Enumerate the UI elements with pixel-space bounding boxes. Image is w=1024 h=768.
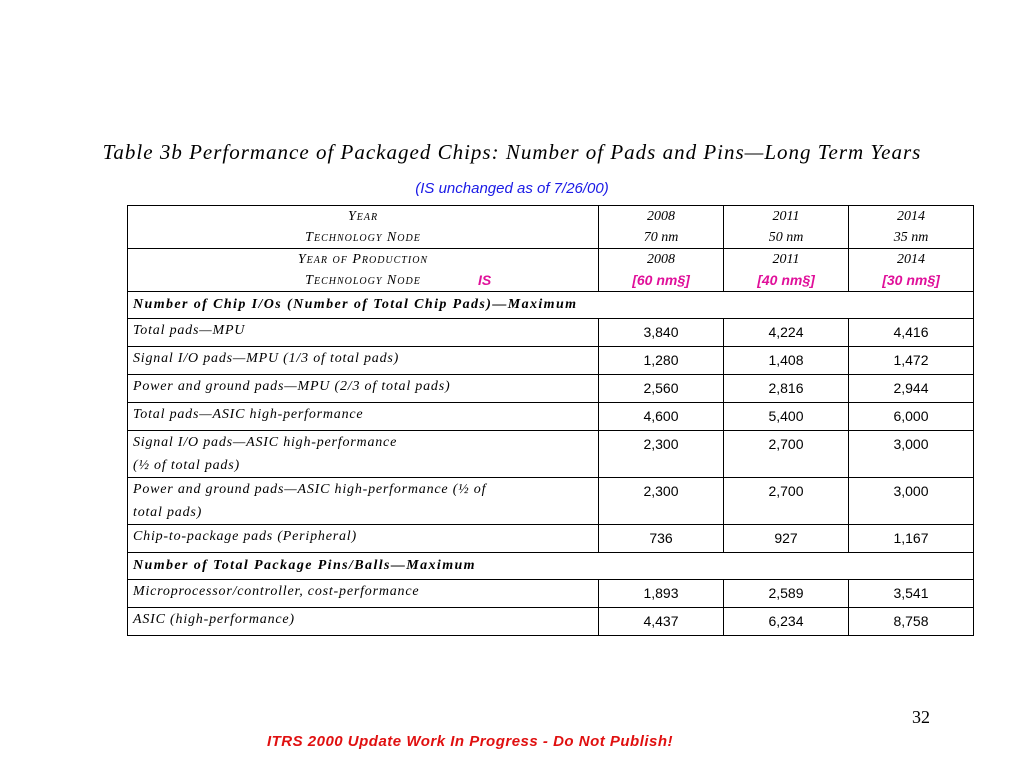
- value-cell: 5,400: [724, 403, 849, 431]
- value-cell: 4,224: [724, 319, 849, 347]
- header-year: 2011: [772, 209, 800, 224]
- value-cell: 6,000: [849, 403, 974, 431]
- row-label: Signal I/O pads—ASIC high-performance: [133, 435, 398, 450]
- value-cell: 2,589: [724, 580, 849, 608]
- section-header-row: [128, 292, 974, 319]
- header-label-cell: [128, 206, 599, 249]
- header-year: 2008: [647, 209, 675, 224]
- header-node: 70 nm: [643, 230, 679, 245]
- value-cell: 2,944: [849, 375, 974, 403]
- header-node-is: [40 nm§]: [757, 272, 815, 288]
- row-label: Chip-to-package pads (Peripheral): [133, 529, 357, 544]
- row-label-cell: [128, 580, 599, 608]
- row-label-cell: [128, 525, 599, 553]
- value-cell: 2,816: [724, 375, 849, 403]
- value-cell: 8,758: [849, 608, 974, 636]
- value-cell: 927: [724, 525, 849, 553]
- value-cell: 736: [599, 525, 724, 553]
- row-label-cell: [128, 478, 599, 525]
- value-cell: 1,280: [599, 347, 724, 375]
- row-label-continued: total pads): [133, 505, 203, 520]
- row-label: Power and ground pads—ASIC high-performance (½ of: [133, 482, 487, 497]
- is-tag: IS: [478, 272, 492, 288]
- row-label-cell: [128, 347, 599, 375]
- row-label: Microprocessor/controller, cost-performance: [133, 584, 420, 599]
- row-label: Power and ground pads—MPU (2/3 of total pads): [133, 379, 451, 394]
- row-label-cell: [128, 375, 599, 403]
- header-node: 50 nm: [768, 230, 804, 245]
- value-cell: 4,416: [849, 319, 974, 347]
- section-title: Number of Chip I/Os (Number of Total Chip Pads)—Maximum: [128, 292, 974, 319]
- value-cell: 3,000: [849, 478, 974, 525]
- header-node-label: Technology Node: [305, 230, 421, 245]
- value-cell: 4,600: [599, 403, 724, 431]
- table-row: [128, 431, 974, 478]
- header-col-2: [724, 249, 849, 292]
- header-year: 2014: [897, 252, 925, 267]
- header-node: 35 nm: [893, 230, 929, 245]
- table-row: [128, 403, 974, 431]
- header-node-is: [60 nm§]: [632, 272, 690, 288]
- row-label-cell: [128, 431, 599, 478]
- header-production-label: Year of Production: [297, 252, 429, 267]
- row-label-cell: [128, 319, 599, 347]
- header-col-1: [599, 249, 724, 292]
- row-label: Signal I/O pads—MPU (1/3 of total pads): [133, 351, 400, 366]
- header-node-is: [30 nm§]: [882, 272, 940, 288]
- row-label: Total pads—ASIC high-performance: [133, 407, 364, 422]
- value-cell: 2,700: [724, 431, 849, 478]
- value-cell: 6,234: [724, 608, 849, 636]
- value-cell: 2,300: [599, 431, 724, 478]
- value-cell: 2,560: [599, 375, 724, 403]
- value-cell: 1,408: [724, 347, 849, 375]
- table-row: [128, 319, 974, 347]
- value-cell: 3,541: [849, 580, 974, 608]
- table-row: [128, 608, 974, 636]
- row-label: Total pads—MPU: [133, 323, 246, 338]
- header-row-year-of-production: [128, 249, 974, 292]
- footer-warning: ITRS 2000 Update Work In Progress - Do Not Publish!: [266, 733, 674, 750]
- value-cell: 3,000: [849, 431, 974, 478]
- header-year: 2011: [772, 252, 800, 267]
- table-row: [128, 478, 974, 525]
- header-year: 2014: [897, 209, 925, 224]
- header-year: 2008: [647, 252, 675, 267]
- section-header-row: [128, 553, 974, 580]
- value-cell: 1,893: [599, 580, 724, 608]
- header-row-technology-node: [128, 206, 974, 249]
- row-label-cell: [128, 608, 599, 636]
- header-node-label: Technology Node: [305, 273, 421, 288]
- header-year-label: Year: [347, 209, 379, 224]
- header-col-3: [849, 206, 974, 249]
- row-label-cell: [128, 403, 599, 431]
- table-title: Table 3b Performance of Packaged Chips: Number of Pads and Pins—Long Term Years: [102, 140, 922, 164]
- value-cell: 1,472: [849, 347, 974, 375]
- header-node-line: [133, 270, 593, 291]
- pads-pins-table: [127, 205, 974, 636]
- value-cell: 2,700: [724, 478, 849, 525]
- header-col-2: [724, 206, 849, 249]
- value-cell: 3,840: [599, 319, 724, 347]
- table-row: [128, 580, 974, 608]
- header-col-3: [849, 249, 974, 292]
- table-row: [128, 347, 974, 375]
- row-label-continued: (½ of total pads): [133, 458, 240, 473]
- row-label: ASIC (high-performance): [133, 612, 295, 627]
- page-number: 32: [912, 707, 930, 727]
- header-label-cell: [128, 249, 599, 292]
- table-row: [128, 525, 974, 553]
- value-cell: 2,300: [599, 478, 724, 525]
- table-row: [128, 375, 974, 403]
- section-title: Number of Total Package Pins/Balls—Maximum: [128, 553, 974, 580]
- table-subtitle: (IS unchanged as of 7/26/00): [415, 180, 609, 197]
- value-cell: 1,167: [849, 525, 974, 553]
- value-cell: 4,437: [599, 608, 724, 636]
- header-col-1: [599, 206, 724, 249]
